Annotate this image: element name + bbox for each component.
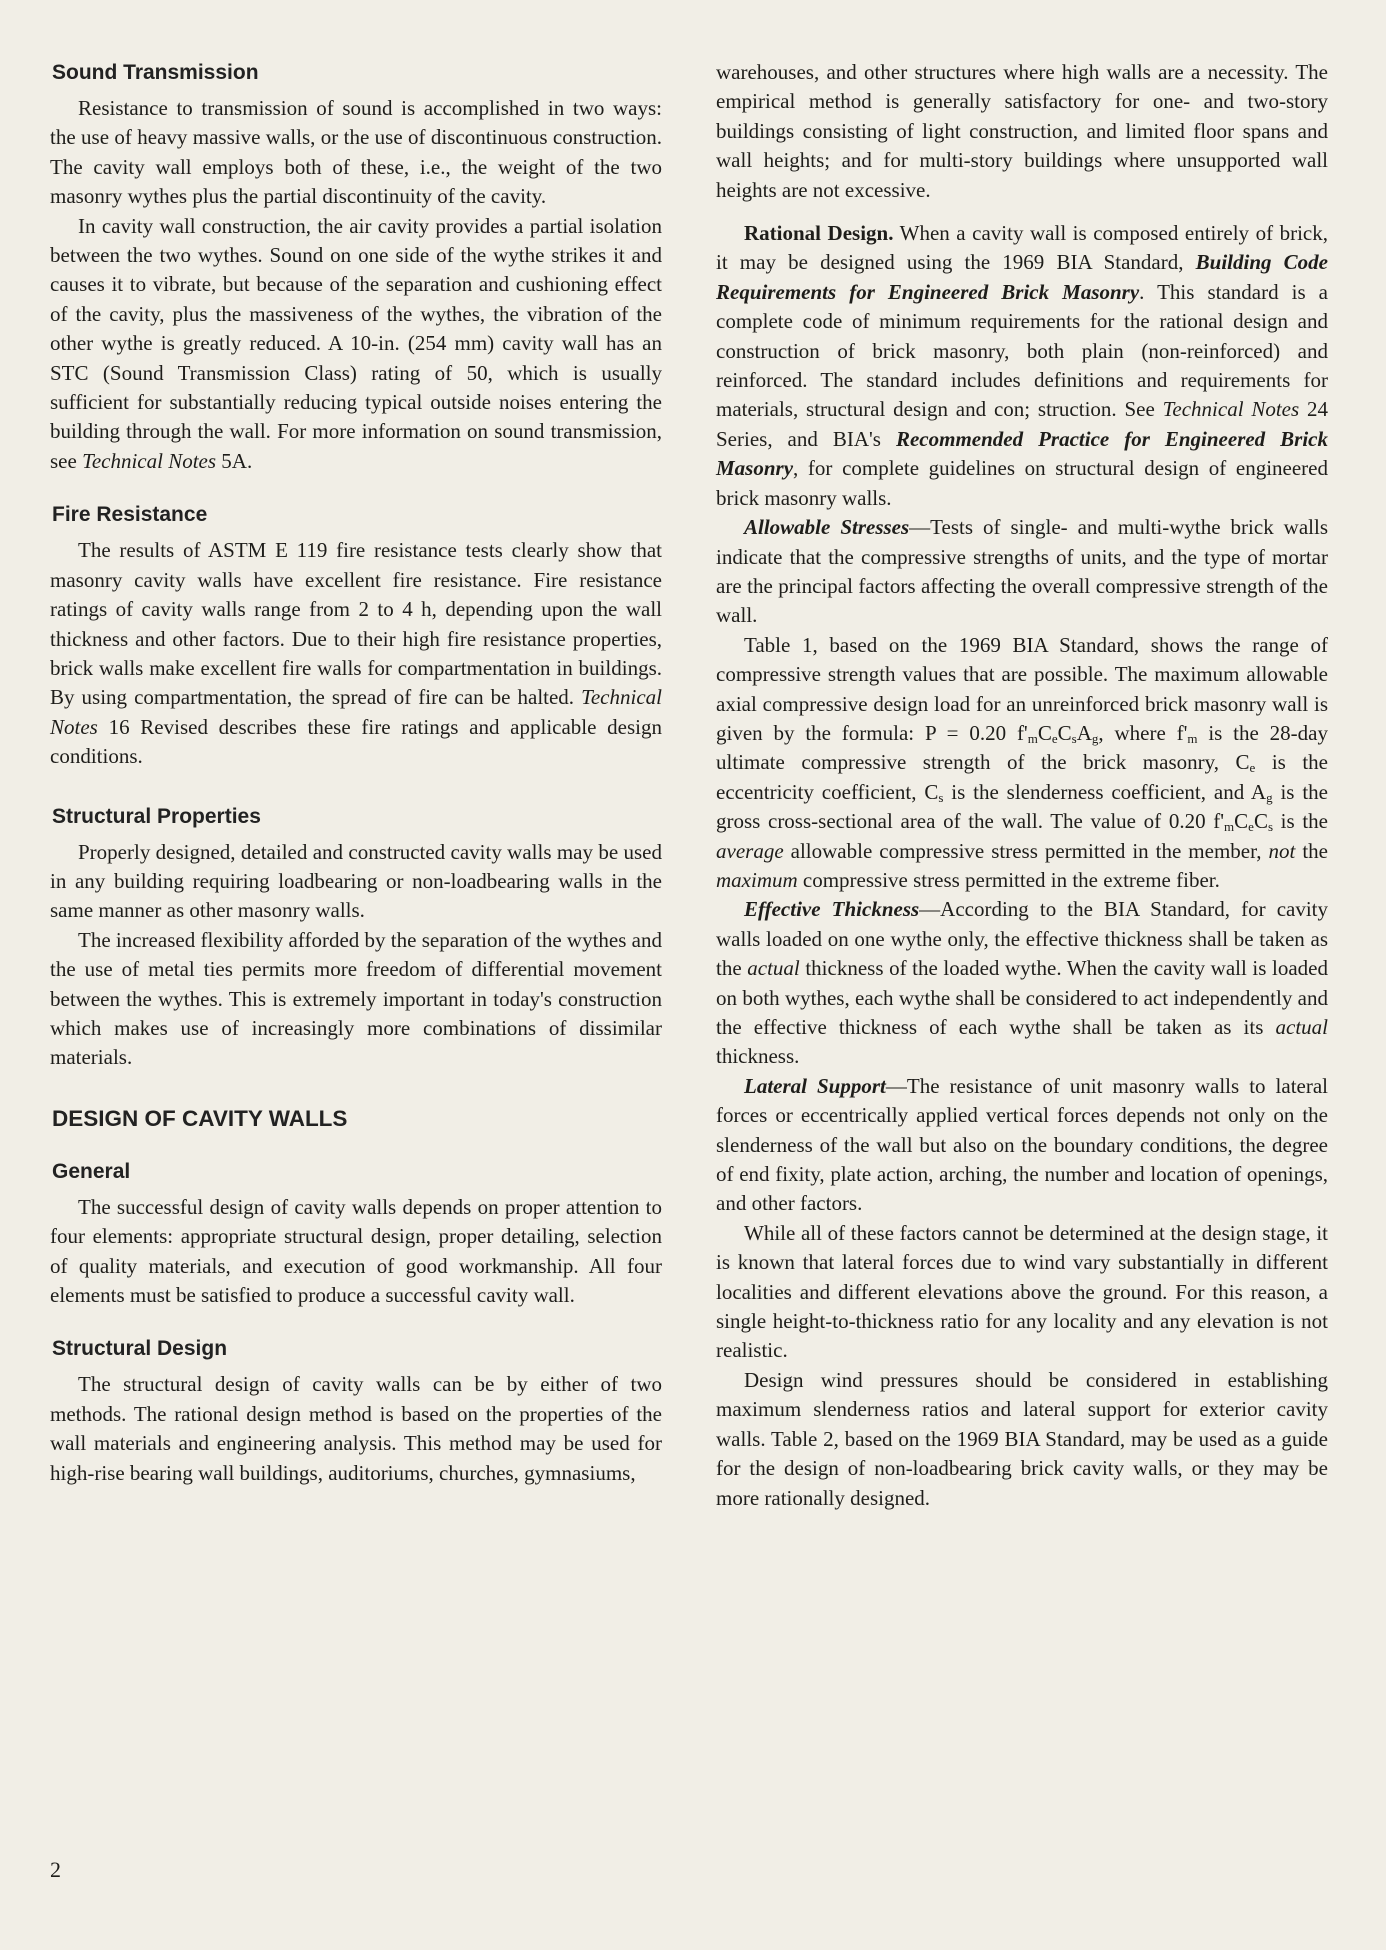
paragraph: warehouses, and other structures where high walls are a necessity. The empirical method is generally satisfactory for one- and two-story buildings consisting of light construction, and limited floor spans and wall heights; and for multi-story buildings where unsupported wall heights are not excessive. <box>716 60 1328 202</box>
structural-properties-heading: Structural Properties <box>52 804 261 828</box>
structural-design-heading: Structural Design <box>52 1337 228 1361</box>
paragraph: Resistance to transmission of sound is accomplished in two ways: the use of heavy massive walls, or the use of discontinuous construction. The cavity wall employs both of these, i.e., the weight of the two masonry wythes plus the partial discontinuity of the cavity. <box>50 96 662 209</box>
allowable-stresses-paragraph: Allowable Stresses—Tests of single- and multi-wythe brick walls indicate that the compressive strengths of units, and the type of mortar are the principal factors affecting the overall compressive strength of the wall. <box>716 515 1328 628</box>
design-of-cavity-walls-heading: DESIGN OF CAVITY WALLS <box>52 1105 348 1131</box>
paragraph: The structural design of cavity walls can be by either of two methods. The rational design method is based on the properties of the wall materials and engineering analysis. This method may be used for high-rise bearing wall buildings, auditoriums, churches, gymnasiums, <box>50 1372 662 1485</box>
lateral-support-paragraph: Lateral Support—The resistance of unit masonry walls to lateral forces or eccentrically applied vertical forces depends not only on the slenderness of the wall but also on the boundary conditions, the degree of end fixity, plate action, arching, the number and location of openings, and other factors. <box>716 1073 1328 1216</box>
general-heading: General <box>52 1159 131 1183</box>
paragraph: Properly designed, detailed and constructed cavity walls may be used in any building requiring loadbearing or non-loadbearing walls in the same manner as other masonry walls. <box>50 839 662 923</box>
sound-transmission-heading: Sound Transmission <box>52 61 259 84</box>
effective-thickness-paragraph: Effective Thickness—According to the BIA Standard, for cavity walls loaded on one wythe only, the effective thickness shall be taken as the actual thickness of the loaded wythe. When the cavity wall is loaded on both wythes, each wythe shall be considered to act independently and the effective thickness of each wythe shall be taken as its actual thickness. <box>716 897 1329 1069</box>
paragraph: The successful design of cavity walls depends on proper attention to four elements: appropriate structural design, proper detailing, selection of quality materials, and execution of good workmanship. All four elements must be satisfied to produce a successful cavity wall. <box>50 1194 662 1307</box>
table1-paragraph: Table 1, based on the 1969 BIA Standard, shows the range of compressive strength values that are possible. The maximum allowable axial compressive design load for an unreinforced brick masonry wall is given by the formula: P = 0.20 $f'_mC_eC_sA_g$, where $f'_m$ is the 28-day ultimate compressive strength of the brick masonry, $C_e$ is the eccentricity coefficient, $C_s$ is the slenderness coefficient, and $A_g$ is the gross cross-sectional area of the wall. The value of 0.20 $f'_mC_eC_s$ is the average allowable compressive stress permitted in the member, not the maximum compressive stress permitted in the extreme fiber. <box>716 632 1328 892</box>
rational-design-paragraph: Rational Design. When a cavity wall is composed entirely of brick, it may be designed using the 1969 BIA Standard, Building Code Requirements for Engineered Brick Masonry. This standard is a complete code of minimum requirements for the rational design and construction of brick masonry, both plain (non-reinforced) and reinforced. The standard includes definitions and requirements for materials, structural design and con; struction. See Technical Notes 24 Series, and BIA's Recommended Practice for Engineered Brick Masonry, for complete guidelines on structural design of engineered brick masonry walls. <box>716 221 1329 510</box>
paragraph: The increased flexibility afforded by the separation of the wythes and the use of metal ties permits more freedom of differential movement between the wythes. This is extremely important in today's construction which makes use of increasingly more combinations of dissimilar materials. <box>50 927 662 1070</box>
paragraph: The results of ASTM E 119 fire resistance tests clearly show that masonry cavity walls have excellent fire resistance. Fire resistance ratings of cavity walls range from 2 to 4 h, depending upon the wall thickness and other factors. Due to their high fire resistance properties, brick walls make excellent fire walls for compartmentation in buildings. By using compartmentation, the spread of fire can be halted. Technical Notes 16 Revised describes these fire ratings and applicable design conditions. <box>50 538 662 769</box>
left-column <box>50 60 662 1488</box>
right-column <box>716 58 1328 1513</box>
page-number: 2 <box>50 1857 61 1882</box>
paragraph: Design wind pressures should be considered in establishing maximum slenderness ratios and lateral support for exterior cavity walls. Table 2, based on the 1969 BIA Standard, may be used as a guide for the design of non-loadbearing brick cavity walls, or they may be more rationally designed. <box>716 1367 1328 1510</box>
paragraph: While all of these factors cannot be determined at the design stage, it is known that lateral forces due to wind vary substantially in different localities and different elevations above the ground. For this reason, a single height-to-thickness ratio for any locality and any elevation is not realistic. <box>716 1220 1328 1363</box>
fire-resistance-heading: Fire Resistance <box>52 503 208 527</box>
paragraph: In cavity wall construction, the air cavity provides a partial isolation between the two wythes. Sound on one side of the wythe strikes it and causes it to vibrate, but because of the separation and cushioning effect of the cavity, plus the massiveness of the wythes, the vibration of the other wythe is greatly reduced. A 10-in. (254 mm) cavity wall has an STC (Sound Transmission Class) rating of 50, which is usually sufficient for substantially reducing typical outside noises entering the building through the wall. For more information on sound transmission, see Technical Notes 5A. <box>50 213 662 473</box>
